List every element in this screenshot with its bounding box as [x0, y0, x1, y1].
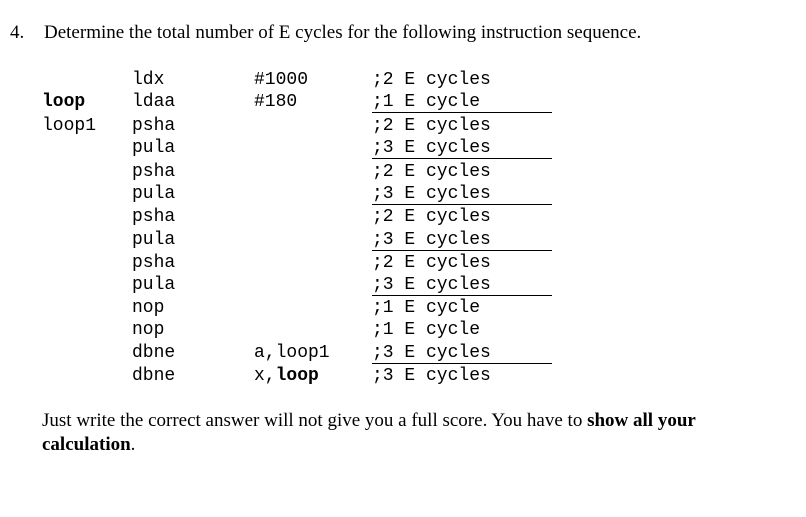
code-comment: ;3 E cycles [372, 366, 491, 386]
code-comment: ;1 E cycle [372, 298, 481, 318]
code-line [0, 297, 806, 319]
code-comment: ;2 E cycles [372, 116, 491, 136]
instructions-note [42, 409, 762, 457]
code-operand-prefix: x, [254, 366, 276, 386]
code-comment: ;2 E cycles [372, 70, 491, 90]
note-emphasis: show all your calculation [42, 410, 696, 455]
note-end: . [130, 434, 136, 455]
code-instruction: pula [132, 138, 176, 158]
code-line [0, 183, 806, 205]
question-heading [10, 22, 641, 44]
code-instruction: psha [132, 116, 176, 136]
question-text: Determine the total number of E cycles for the following instruction sequence. [44, 22, 642, 43]
code-comment: ;3 E cycles [372, 229, 552, 251]
code-instruction: nop [132, 298, 165, 318]
code-line [0, 137, 806, 159]
code-instruction: dbne [132, 366, 176, 386]
code-instruction: psha [132, 162, 176, 182]
code-instruction: psha [132, 253, 176, 273]
code-line [0, 342, 806, 364]
code-comment: ;3 E cycles [372, 183, 552, 205]
question-number: 4. [10, 22, 25, 43]
code-comment: ;3 E cycles [372, 342, 552, 364]
code-operand-bold: loop [275, 366, 319, 386]
code-instruction: nop [132, 320, 165, 340]
code-instruction: psha [132, 207, 176, 227]
code-operand [254, 365, 319, 387]
note-text: Just write the correct answer will not give you a full score. You have to [42, 410, 588, 431]
code-line [0, 229, 806, 251]
code-line [0, 274, 806, 296]
code-instruction: pula [132, 230, 176, 250]
code-line [0, 252, 806, 274]
code-instruction: pula [132, 184, 176, 204]
code-line [0, 69, 806, 91]
code-comment: ;1 E cycle [372, 320, 481, 340]
code-comment: ;2 E cycles [372, 207, 491, 227]
code-comment: ;3 E cycles [372, 137, 552, 159]
code-operand: #180 [254, 92, 298, 112]
code-operand: a,loop1 [254, 343, 330, 363]
code-instruction: dbne [132, 343, 176, 363]
code-instruction: pula [132, 275, 176, 295]
code-instruction: ldaa [132, 92, 176, 112]
code-comment: ;3 E cycles [372, 274, 552, 296]
code-comment: ;1 E cycle [372, 91, 552, 113]
code-line [0, 161, 806, 183]
code-instruction: ldx [132, 70, 165, 90]
code-line [0, 115, 806, 137]
code-line [0, 206, 806, 228]
code-line [0, 91, 806, 113]
code-comment: ;2 E cycles [372, 162, 491, 182]
code-comment: ;2 E cycles [372, 253, 491, 273]
code-label: loop [42, 92, 86, 112]
code-line [0, 319, 806, 341]
code-operand: #1000 [254, 70, 309, 90]
code-line [0, 365, 806, 387]
code-label: loop1 [42, 116, 97, 136]
